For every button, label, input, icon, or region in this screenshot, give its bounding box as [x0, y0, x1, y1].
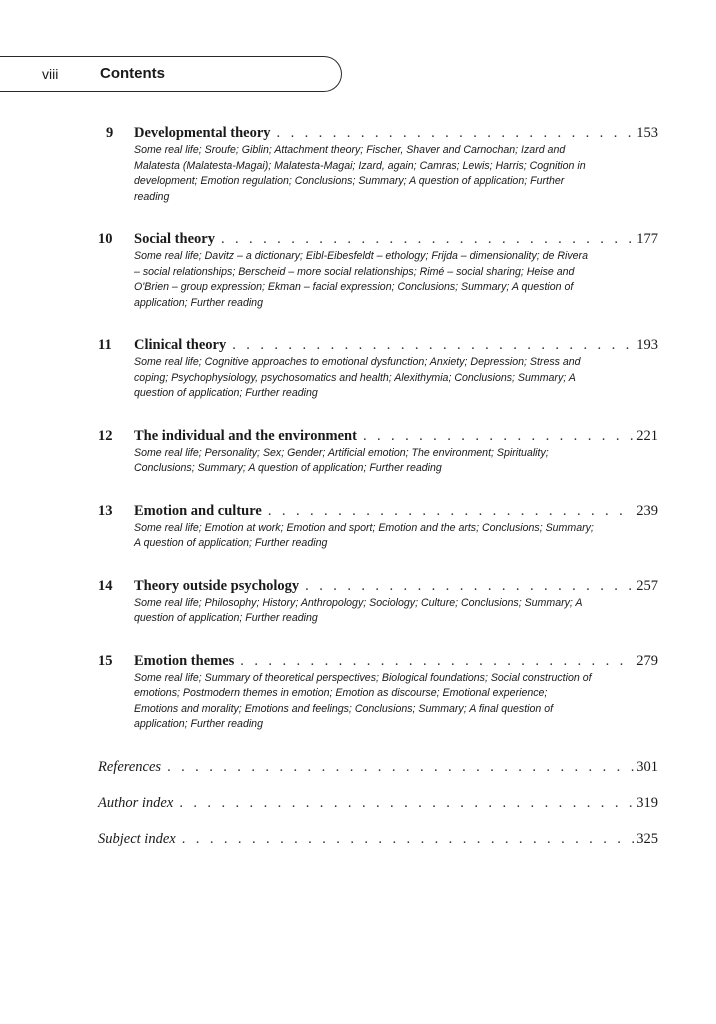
- chapter-number: 12: [98, 427, 113, 444]
- chapter-page: 193: [636, 337, 658, 353]
- toc-chapter-12[interactable]: [98, 427, 658, 477]
- back-matter-page: 325: [636, 830, 658, 847]
- back-matter-page: 319: [636, 794, 658, 811]
- toc-chapter-11[interactable]: [98, 336, 658, 402]
- chapter-description: Some real life; Summary of theoretical perspectives; Biological foundations; Social construction of emotions; Postmodern themes in emotion; Emotion as discourse; Emotional experience; Emotions and morality; Emotions and feelings; Conclusions; Summary; A final question of application; Further reading: [134, 671, 592, 730]
- chapter-title[interactable]: The individual and the environment: [134, 427, 357, 444]
- chapter-title[interactable]: Theory outside psychology: [134, 577, 300, 594]
- dot-leader: [268, 502, 634, 520]
- dot-leader: [363, 427, 634, 445]
- chapter-description: Some real life; Cognitive approaches to emotional dysfunction; Anxiety; Depression; Stress and coping; Psychophysiology, psychosomatics and health; Alexithymia; Conclusions; Summary; A question of application; Further reading: [134, 356, 581, 399]
- chapter-number: 15: [98, 652, 113, 669]
- toc-author-index[interactable]: [98, 794, 658, 812]
- back-matter-title[interactable]: Subject index: [98, 830, 176, 847]
- chapter-description: Some real life; Sroufe; Giblin; Attachment theory; Fischer, Shaver and Carnochan; Izard and Malatesta (Malatesta-Magai); Malatesta-Magai; Izard, again; Camras; Lewis; Harris; Cognition in development; Emotion regulation; Conclusions; Summary; A question of application; Further reading: [134, 144, 586, 203]
- chapter-page: 257: [636, 577, 658, 594]
- chapter-number: 13: [98, 502, 113, 519]
- dot-leader: [240, 652, 634, 670]
- toc-chapter-10[interactable]: [98, 230, 658, 311]
- chapter-title[interactable]: Emotion and culture: [134, 502, 262, 519]
- chapter-page: 221: [636, 427, 658, 444]
- chapter-page: 177: [636, 231, 658, 247]
- toc-subject-index[interactable]: [98, 830, 658, 848]
- chapter-title[interactable]: Social theory: [134, 231, 215, 247]
- chapter-page: 153: [636, 125, 658, 141]
- chapter-page: 239: [636, 502, 658, 519]
- dot-leader: [277, 124, 635, 142]
- chapter-number: 11: [98, 337, 112, 353]
- chapter-title[interactable]: Clinical theory: [134, 337, 227, 353]
- chapter-description: Some real life; Personality; Sex; Gender; Artificial emotion; The environment; Spirituality; Conclusions; Summary; A question of application; Further reading: [134, 446, 549, 474]
- toc-references[interactable]: [98, 758, 658, 776]
- chapter-description: Some real life; Philosophy; History; Anthropology; Sociology; Culture; Conclusions; Summary; A question of application; Further reading: [134, 596, 583, 624]
- dot-leader: [232, 336, 634, 354]
- back-matter-page: 301: [636, 758, 658, 775]
- chapter-number: 10: [98, 231, 113, 247]
- chapter-description: Some real life; Emotion at work; Emotion and sport; Emotion and the arts; Conclusions; Summary; A question of application; Further reading: [134, 521, 594, 549]
- table-of-contents: [98, 124, 658, 866]
- page-title: Contents: [100, 65, 165, 82]
- chapter-title[interactable]: Developmental theory: [134, 125, 271, 141]
- back-matter-title[interactable]: Author index: [98, 794, 174, 811]
- chapter-title[interactable]: Emotion themes: [134, 652, 235, 669]
- dot-leader: [167, 758, 634, 776]
- back-matter: [98, 758, 658, 848]
- dot-leader: [305, 577, 634, 595]
- toc-chapter-15[interactable]: [98, 652, 658, 733]
- back-matter-title[interactable]: References: [98, 758, 162, 775]
- toc-chapter-13[interactable]: [98, 502, 658, 552]
- chapter-number: 9: [106, 125, 114, 141]
- toc-chapter-9[interactable]: [98, 124, 658, 205]
- dot-leader: [182, 830, 635, 848]
- dot-leader: [221, 230, 634, 248]
- chapter-page: 279: [636, 652, 658, 669]
- chapter-number: 14: [98, 577, 113, 594]
- chapter-description: Some real life; Davitz – a dictionary; Eibl-Eibesfeldt – ethology; Frijda – dimensionality; de Rivera – social relationships; Berscheid – more social relationships; Rimé – social sharing; Heise and O'Brien – group expression; Ekman – facial expression; Conclusions; Summary; A question of application; Further reading: [134, 250, 588, 309]
- dot-leader: [179, 794, 634, 812]
- page-number: viii: [42, 66, 59, 82]
- toc-chapter-14[interactable]: [98, 577, 658, 627]
